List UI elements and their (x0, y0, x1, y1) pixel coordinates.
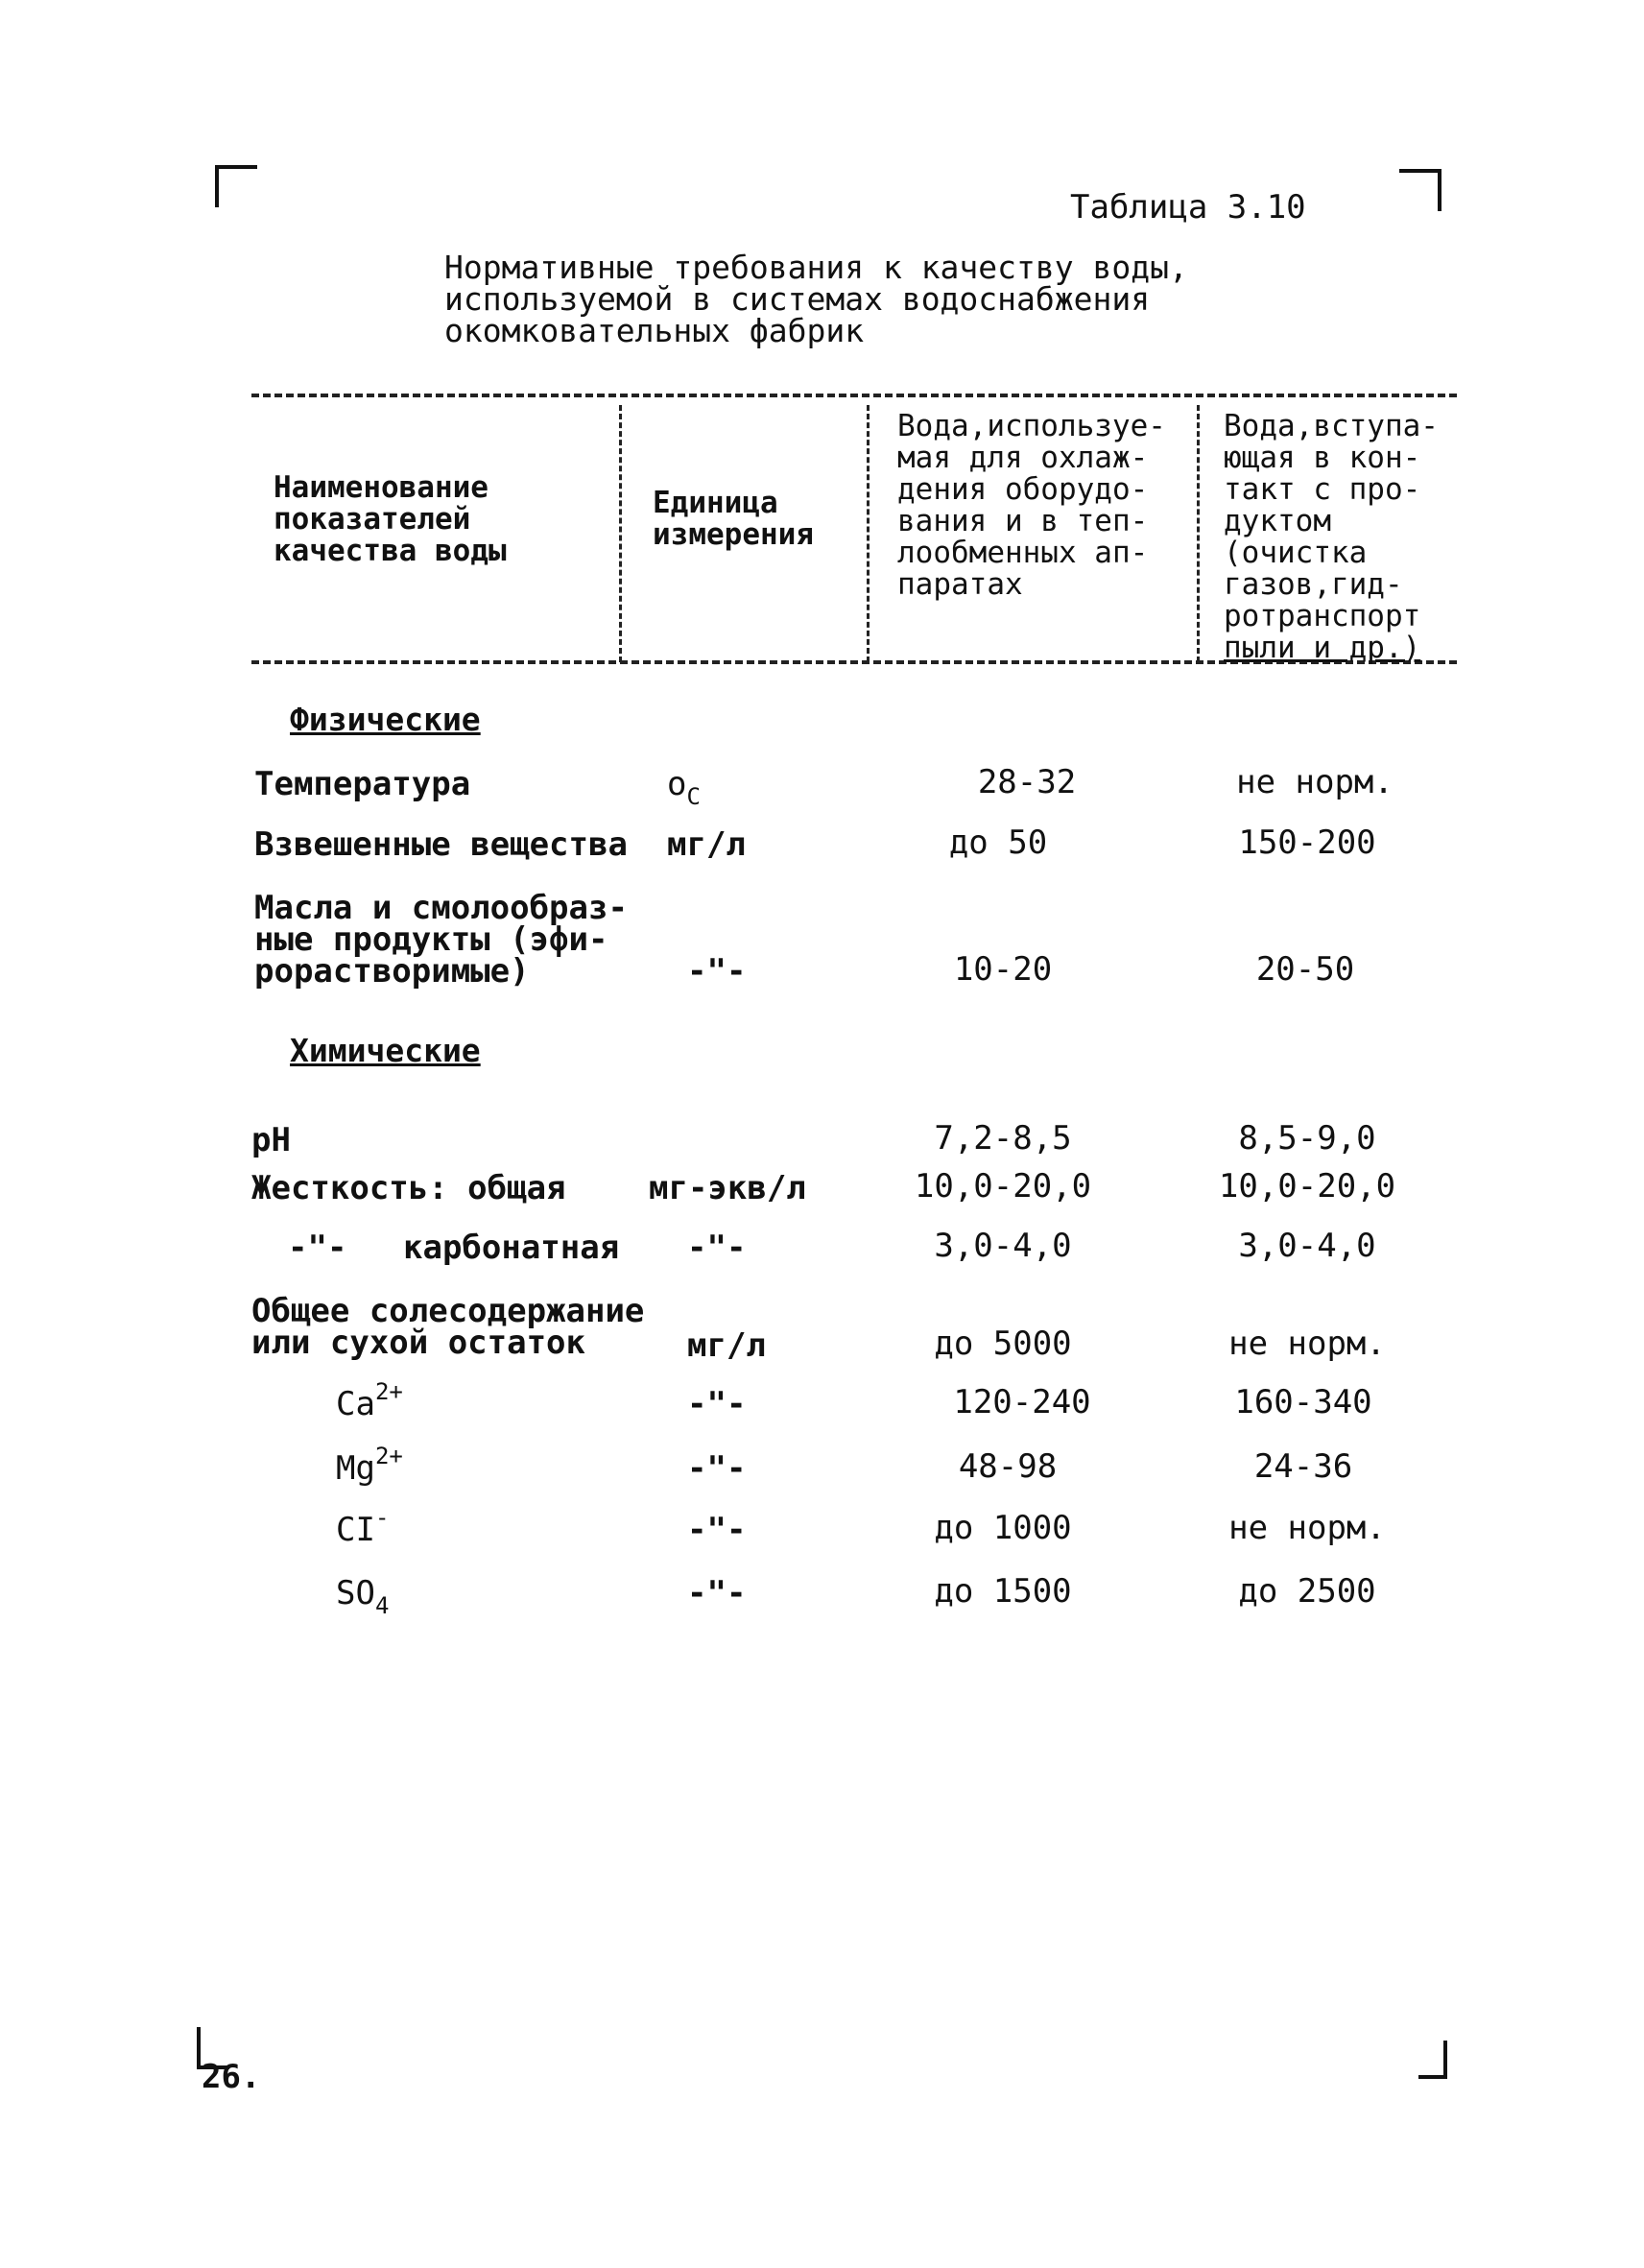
row-suspended-unit: мг/л (667, 825, 746, 864)
row-ph-cooling: 7,2-8,5 (934, 1119, 1072, 1158)
header-col3-line-5: лообменных ап- (897, 536, 1149, 570)
magnesium-symbol: Mg (336, 1449, 375, 1488)
unit-degree-sub: C (686, 783, 701, 810)
row-salts-name (251, 1292, 645, 1362)
row-hardness-total-unit: мг-экв/л (649, 1169, 806, 1207)
row-salts-contact: не норм. (1228, 1325, 1386, 1363)
header-col4-line-2: ющая в кон- (1224, 441, 1421, 475)
row-suspended-name: Взвешенные вещества (254, 825, 628, 864)
header-col4-line-7: ротранспорт (1224, 599, 1421, 633)
row-salts-name-line-2: или сухой остаток (251, 1324, 585, 1362)
row-calcium-cooling: 120-240 (953, 1383, 1091, 1421)
row-ph-contact: 8,5-9,0 (1238, 1119, 1376, 1158)
header-cooling-water (897, 411, 1166, 601)
header-col3-line-2: мая для охлаж- (897, 441, 1149, 475)
row-temperature-contact: не норм. (1236, 763, 1394, 801)
header-col3-line-4: вания и в теп- (897, 504, 1149, 538)
row-sulfate-cooling: до 1500 (934, 1572, 1072, 1611)
corner-mark-top-right (1399, 169, 1441, 211)
header-col3-line-1: Вода,используе- (897, 409, 1166, 443)
page-number: 26. (202, 2058, 261, 2096)
row-hardness-total-name: Жесткость: общая (251, 1169, 566, 1207)
row-magnesium-unit: -"- (687, 1449, 747, 1488)
caption-line-2: используемой в системах водоснабжения (444, 280, 1151, 318)
header-col4-line-3: такт с про- (1224, 472, 1421, 507)
row-hardness-carbonate-name: карбонатная (403, 1229, 620, 1267)
row-chloride-cooling: до 1000 (934, 1509, 1072, 1547)
header-col2-line-1: Единица (653, 486, 778, 520)
row-oils-unit: -"- (687, 952, 747, 991)
header-col1-line-1: Наименование (274, 470, 488, 505)
header-col4-line-5: (очистка (1224, 536, 1368, 570)
row-hardness-carbonate-prefix: -"- (288, 1229, 347, 1267)
row-suspended-contact: 150-200 (1238, 824, 1376, 862)
row-hardness-total-contact: 10,0-20,0 (1218, 1167, 1396, 1206)
section-chemical: Химические (290, 1032, 481, 1069)
unit-degree-base: o (667, 765, 687, 803)
calcium-charge: 2+ (374, 1378, 403, 1405)
header-top-rule (251, 394, 1457, 397)
row-calcium-contact: 160-340 (1234, 1383, 1372, 1421)
row-oils-cooling: 10-20 (953, 950, 1053, 989)
row-sulfate-contact: до 2500 (1238, 1572, 1376, 1611)
row-hardness-total-cooling: 10,0-20,0 (914, 1167, 1092, 1206)
row-oils-name-line-1: Масла и смолообраз- (254, 889, 628, 927)
row-ph-name: pH (251, 1121, 291, 1159)
row-salts-unit: мг/л (687, 1326, 766, 1365)
sulfate-index: 4 (374, 1592, 390, 1619)
header-col1-line-2: показателей (274, 502, 471, 537)
row-sulfate-unit: -"- (687, 1574, 747, 1612)
row-suspended-cooling: до 50 (948, 824, 1048, 862)
calcium-symbol: Ca (336, 1385, 375, 1423)
chloride-symbol: CI (336, 1511, 375, 1549)
header-indicator-name (274, 472, 507, 567)
row-temperature-unit (667, 765, 701, 810)
sulfate-symbol: SO (336, 1574, 375, 1612)
table-number: Таблица 3.10 (1070, 188, 1306, 227)
column-separator-2 (867, 405, 870, 662)
header-col2-line-2: измерения (653, 517, 814, 552)
header-contact-water (1224, 411, 1439, 664)
header-col4-line-4: дуктом (1224, 504, 1331, 538)
header-unit (653, 488, 814, 551)
corner-mark-bottom-right (1418, 2041, 1447, 2079)
row-magnesium-cooling: 48-98 (958, 1447, 1058, 1486)
header-col4-line-8: пыли и др.) (1224, 631, 1421, 665)
header-col4-line-6: газов,гид- (1224, 567, 1403, 602)
header-col1-line-3: качества воды (274, 534, 507, 568)
row-temperature-name: Температура (254, 765, 471, 803)
row-chloride-name (336, 1504, 390, 1549)
row-magnesium-contact: 24-36 (1253, 1447, 1353, 1486)
header-col3-line-3: дения оборудо- (897, 472, 1149, 507)
row-magnesium-name (336, 1443, 403, 1488)
row-temperature-cooling: 28-32 (977, 763, 1077, 801)
column-separator-1 (619, 405, 622, 662)
row-oils-name-line-3: рорастворимые) (254, 952, 530, 991)
section-physical: Физические (290, 701, 481, 738)
row-chloride-unit: -"- (687, 1511, 747, 1549)
caption-line-1: Нормативные требования к качеству воды, (444, 249, 1188, 286)
table-caption (444, 249, 1188, 349)
row-salts-cooling: до 5000 (934, 1325, 1072, 1363)
row-calcium-unit: -"- (687, 1385, 747, 1423)
row-hardness-carbonate-unit: -"- (687, 1229, 747, 1267)
row-sulfate-name (336, 1574, 390, 1619)
magnesium-charge: 2+ (374, 1443, 403, 1469)
chloride-charge: - (374, 1504, 390, 1531)
row-salts-name-line-1: Общее солесодержание (251, 1292, 645, 1330)
row-hardness-carbonate-contact: 3,0-4,0 (1238, 1227, 1376, 1265)
header-col4-line-1: Вода,вступа- (1224, 409, 1439, 443)
row-hardness-carbonate-cooling: 3,0-4,0 (934, 1227, 1072, 1265)
row-oils-name-line-2: ные продукты (эфи- (254, 920, 608, 959)
header-col3-line-6: паратах (897, 567, 1023, 602)
column-separator-3 (1197, 405, 1200, 662)
row-oils-name (254, 889, 628, 991)
row-calcium-name (336, 1378, 403, 1423)
row-oils-contact: 20-50 (1255, 950, 1355, 989)
row-chloride-contact: не норм. (1228, 1509, 1386, 1547)
corner-mark-top-left (215, 165, 257, 207)
caption-line-3: окомковательных фабрик (444, 312, 865, 349)
